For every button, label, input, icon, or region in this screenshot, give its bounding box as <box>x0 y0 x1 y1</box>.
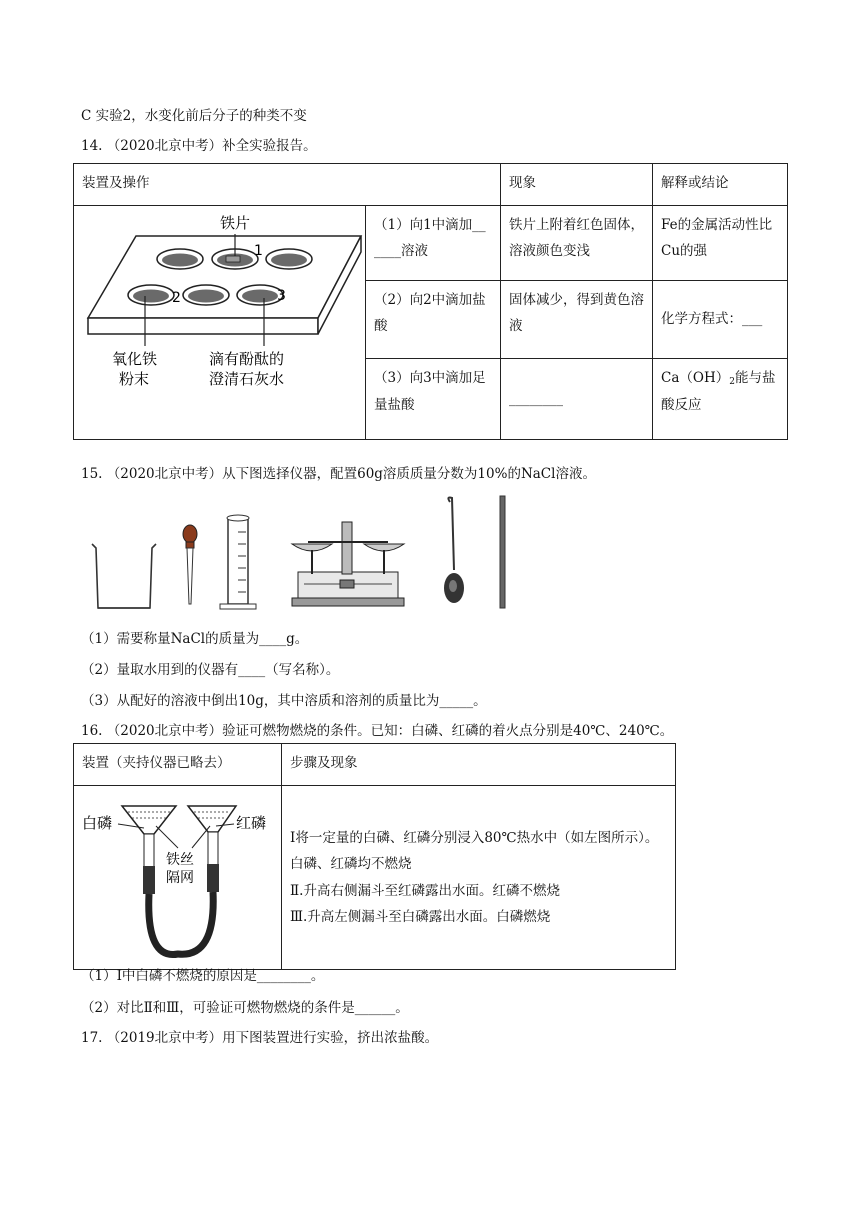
question-17-title: 17. （2019北京中考）用下图装置进行实验，挤出浓盐酸。 <box>81 1030 439 1046</box>
label-phenolphthalein: 滴有酚酞的 <box>209 350 285 368</box>
row2-operation: （2）向2中滴加盐酸 <box>366 280 501 359</box>
label-iron-oxide-powder: 粉末 <box>119 370 150 388</box>
row3-conclusion: $Ca(OH)_2$能与盐酸反应 <box>653 359 788 440</box>
label-well-3: 3 <box>277 288 286 304</box>
row3-operation: （3）向3中滴加足量盐酸 <box>366 359 501 440</box>
funnel-figure-cell <box>74 786 282 970</box>
step-2: Ⅱ.升高右侧漏斗至红磷露出水面。红磷不燃烧 <box>290 882 560 899</box>
measuring-cylinder-icon <box>220 515 256 609</box>
experiment-report-table <box>73 163 788 440</box>
row1-operation: （1）向1中滴加______溶液 <box>366 206 501 281</box>
question-15-title: 15. （2020北京中考）从下图选择仪器，配置60g溶质质量分数为10%的NaCl溶液。 <box>81 466 596 482</box>
header-apparatus: 装置及操作 <box>74 164 501 206</box>
row2-phenomenon: 固体减少，得到黄色溶液 <box>501 280 653 359</box>
well-plate-figure <box>74 206 366 430</box>
label-wire-mesh: 铁丝 <box>166 852 194 868</box>
label-iron-oxide: 氧化铁 <box>112 350 158 368</box>
medicine-spoon-icon <box>444 498 464 604</box>
question-16-part-1: （1）Ⅰ中白磷不燃烧的原因是________。 <box>81 968 325 984</box>
well-plate-figure-cell <box>74 206 366 440</box>
steps-cell <box>282 786 676 970</box>
label-iron-sheet: 铁片 <box>220 214 251 232</box>
question-14-title: 14. （2020北京中考）补全实验报告。 <box>81 138 317 154</box>
table-row <box>74 786 676 970</box>
question-15-part-1: （1）需要称量NaCl的质量为____g。 <box>81 631 309 647</box>
header-phenomenon: 现象 <box>501 164 653 206</box>
balance-icon <box>292 522 404 606</box>
label-red-phosphorus: 红磷 <box>236 814 267 832</box>
combustion-table <box>73 743 676 970</box>
beaker-icon <box>92 544 156 608</box>
table-header-row <box>74 744 676 786</box>
instruments-figure <box>86 492 526 614</box>
step-3: Ⅲ.升高左侧漏斗至白磷露出水面。白磷燃烧 <box>290 908 551 925</box>
header-conclusion: 解释或结论 <box>653 164 788 206</box>
question-15-part-2: （2）量取水用到的仪器有____（写名称）。 <box>81 662 340 678</box>
question-16-title: 16. （2020北京中考）验证可燃物燃烧的条件。已知：白磷、红磷的着火点分别是40℃、240℃。 <box>81 723 674 739</box>
label-well-2: 2 <box>172 290 181 306</box>
header-apparatus: 装置（夹持仪器已略去） <box>74 744 282 786</box>
question-15-part-3: （3）从配好的溶液中倒出10g，其中溶质和溶剂的质量比为_____。 <box>81 693 487 709</box>
row1-conclusion: Fe的金属活动性比Cu的强 <box>653 206 788 281</box>
row2-conclusion: 化学方程式：___ <box>653 280 788 359</box>
glass-rod-icon <box>500 496 505 608</box>
dropper-icon <box>183 525 197 604</box>
header-steps: 步骤及现象 <box>282 744 676 786</box>
label-white-phosphorus: 白磷 <box>82 814 113 832</box>
label-limewater: 澄清石灰水 <box>209 370 285 388</box>
row3-phenomenon: ________ <box>501 359 653 440</box>
label-mesh-barrier: 隔网 <box>166 870 194 886</box>
funnel-figure <box>74 786 282 960</box>
step-1: Ⅰ将一定量的白磷、红磷分别浸入80℃热水中（如左图所示）。白磷、红磷均不燃烧 <box>290 830 659 873</box>
table-row <box>74 206 788 281</box>
row1-phenomenon: 铁片上附着红色固体，溶液颜色变浅 <box>501 206 653 281</box>
option-c-line: C 实验2，水变化前后分子的种类不变 <box>81 108 307 124</box>
table-header-row <box>74 164 788 206</box>
question-16-part-2: （2）对比Ⅱ和Ⅲ，可验证可燃物燃烧的条件是______。 <box>81 1000 409 1016</box>
label-well-1: 1 <box>254 243 263 259</box>
